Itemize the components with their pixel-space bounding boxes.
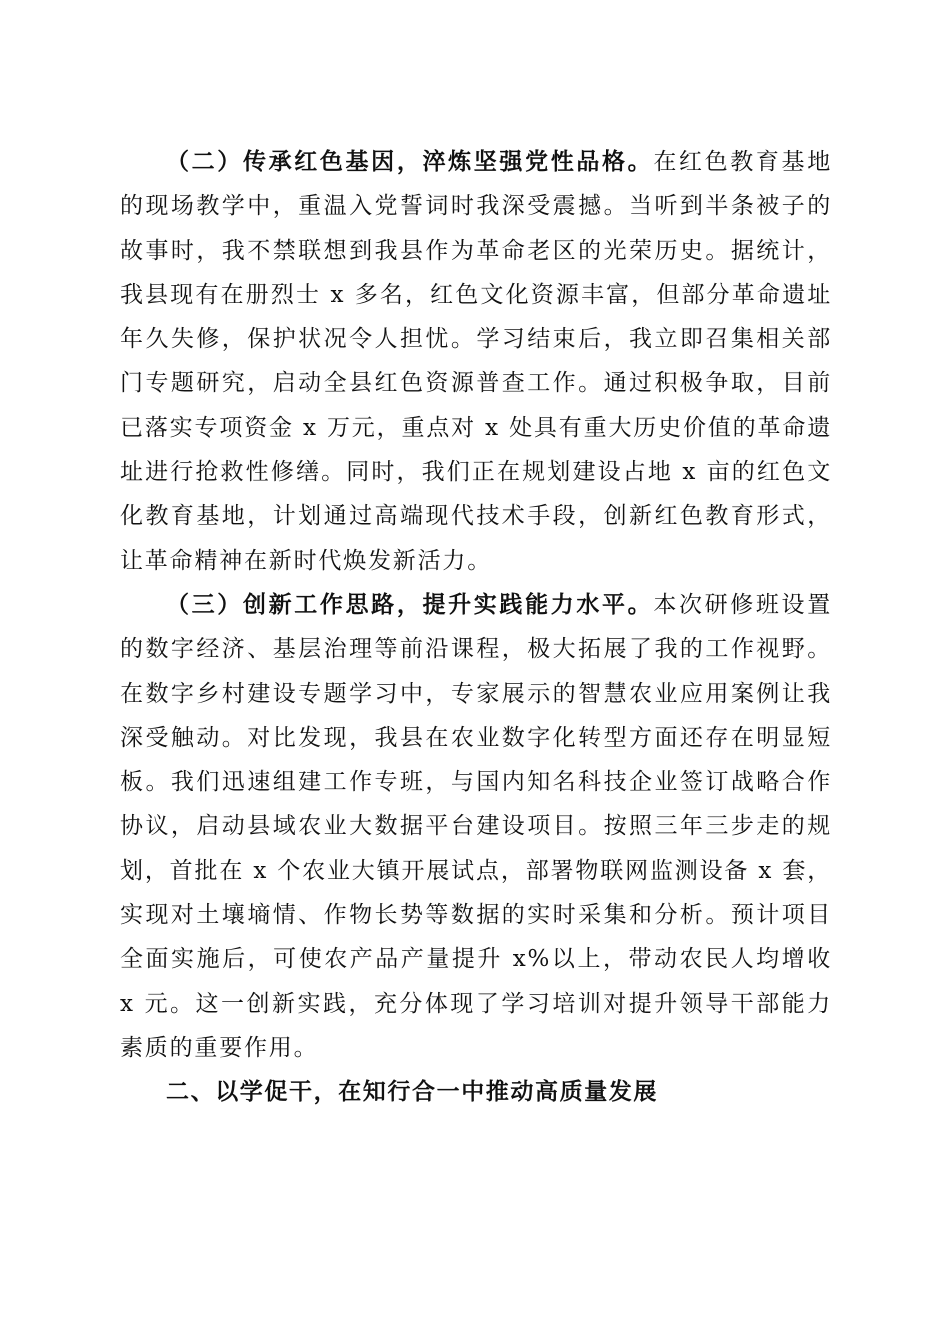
paragraph-lead: （二）传承红色基因，淬炼坚强党性品格。 <box>166 148 654 175</box>
document-body <box>120 140 832 1115</box>
paragraph-innovation <box>120 583 832 1070</box>
paragraph-red-gene <box>120 140 832 583</box>
section-heading: 二、以学促干，在知行合一中推动高质量发展 <box>166 1079 658 1106</box>
paragraph-text: 本次研修班设置的数字经济、基层治理等前沿课程，极大拓展了我的工作视野。在数字乡村建设专题学习中，专家展示的智慧农业应用案例让我深受触动。对比发现，我县在农业数字化转型方面还存在明显短板。我们迅速组建工作专班，与国内知名科技企业签订战略合作协议，启动县域农业大数据平台建设项目。按照三年三步走的规划，首批在 x 个农业大镇开展试点，部署物联网监测设备 x 套，实现对土壤墒情、作物长势等数据的实时采集和分析。预计项目全面实施后，可使农产品产量提升 x%以上，带动农民人均增收 x 元。这一创新实践，充分体现了学习培训对提升领导干部能力素质的重要作用。 <box>120 591 832 1061</box>
paragraph-text: 在红色教育基地的现场教学中，重温入党誓词时我深受震撼。当听到半条被子的故事时，我不禁联想到我县作为革命老区的光荣历史。据统计，我县现有在册烈士 x 多名，红色文化资源丰富，但部分革命遗址年久失修，保护状况令人担忧。学习结束后，我立即召集相关部门专题研究，启动全县红色资源普查工作。通过积极争取，目前已落实专项资金 x 万元，重点对 x 处具有重大历史价值的革命遗址进行抢救性修缮。同时，我们正在规划建设占地 x 亩的红色文化教育基地，计划通过高端现代技术手段，创新红色教育形式，让革命精神在新时代焕发新活力。 <box>120 149 832 574</box>
paragraph-lead: （三）创新工作思路，提升实践能力水平。 <box>166 590 654 618</box>
